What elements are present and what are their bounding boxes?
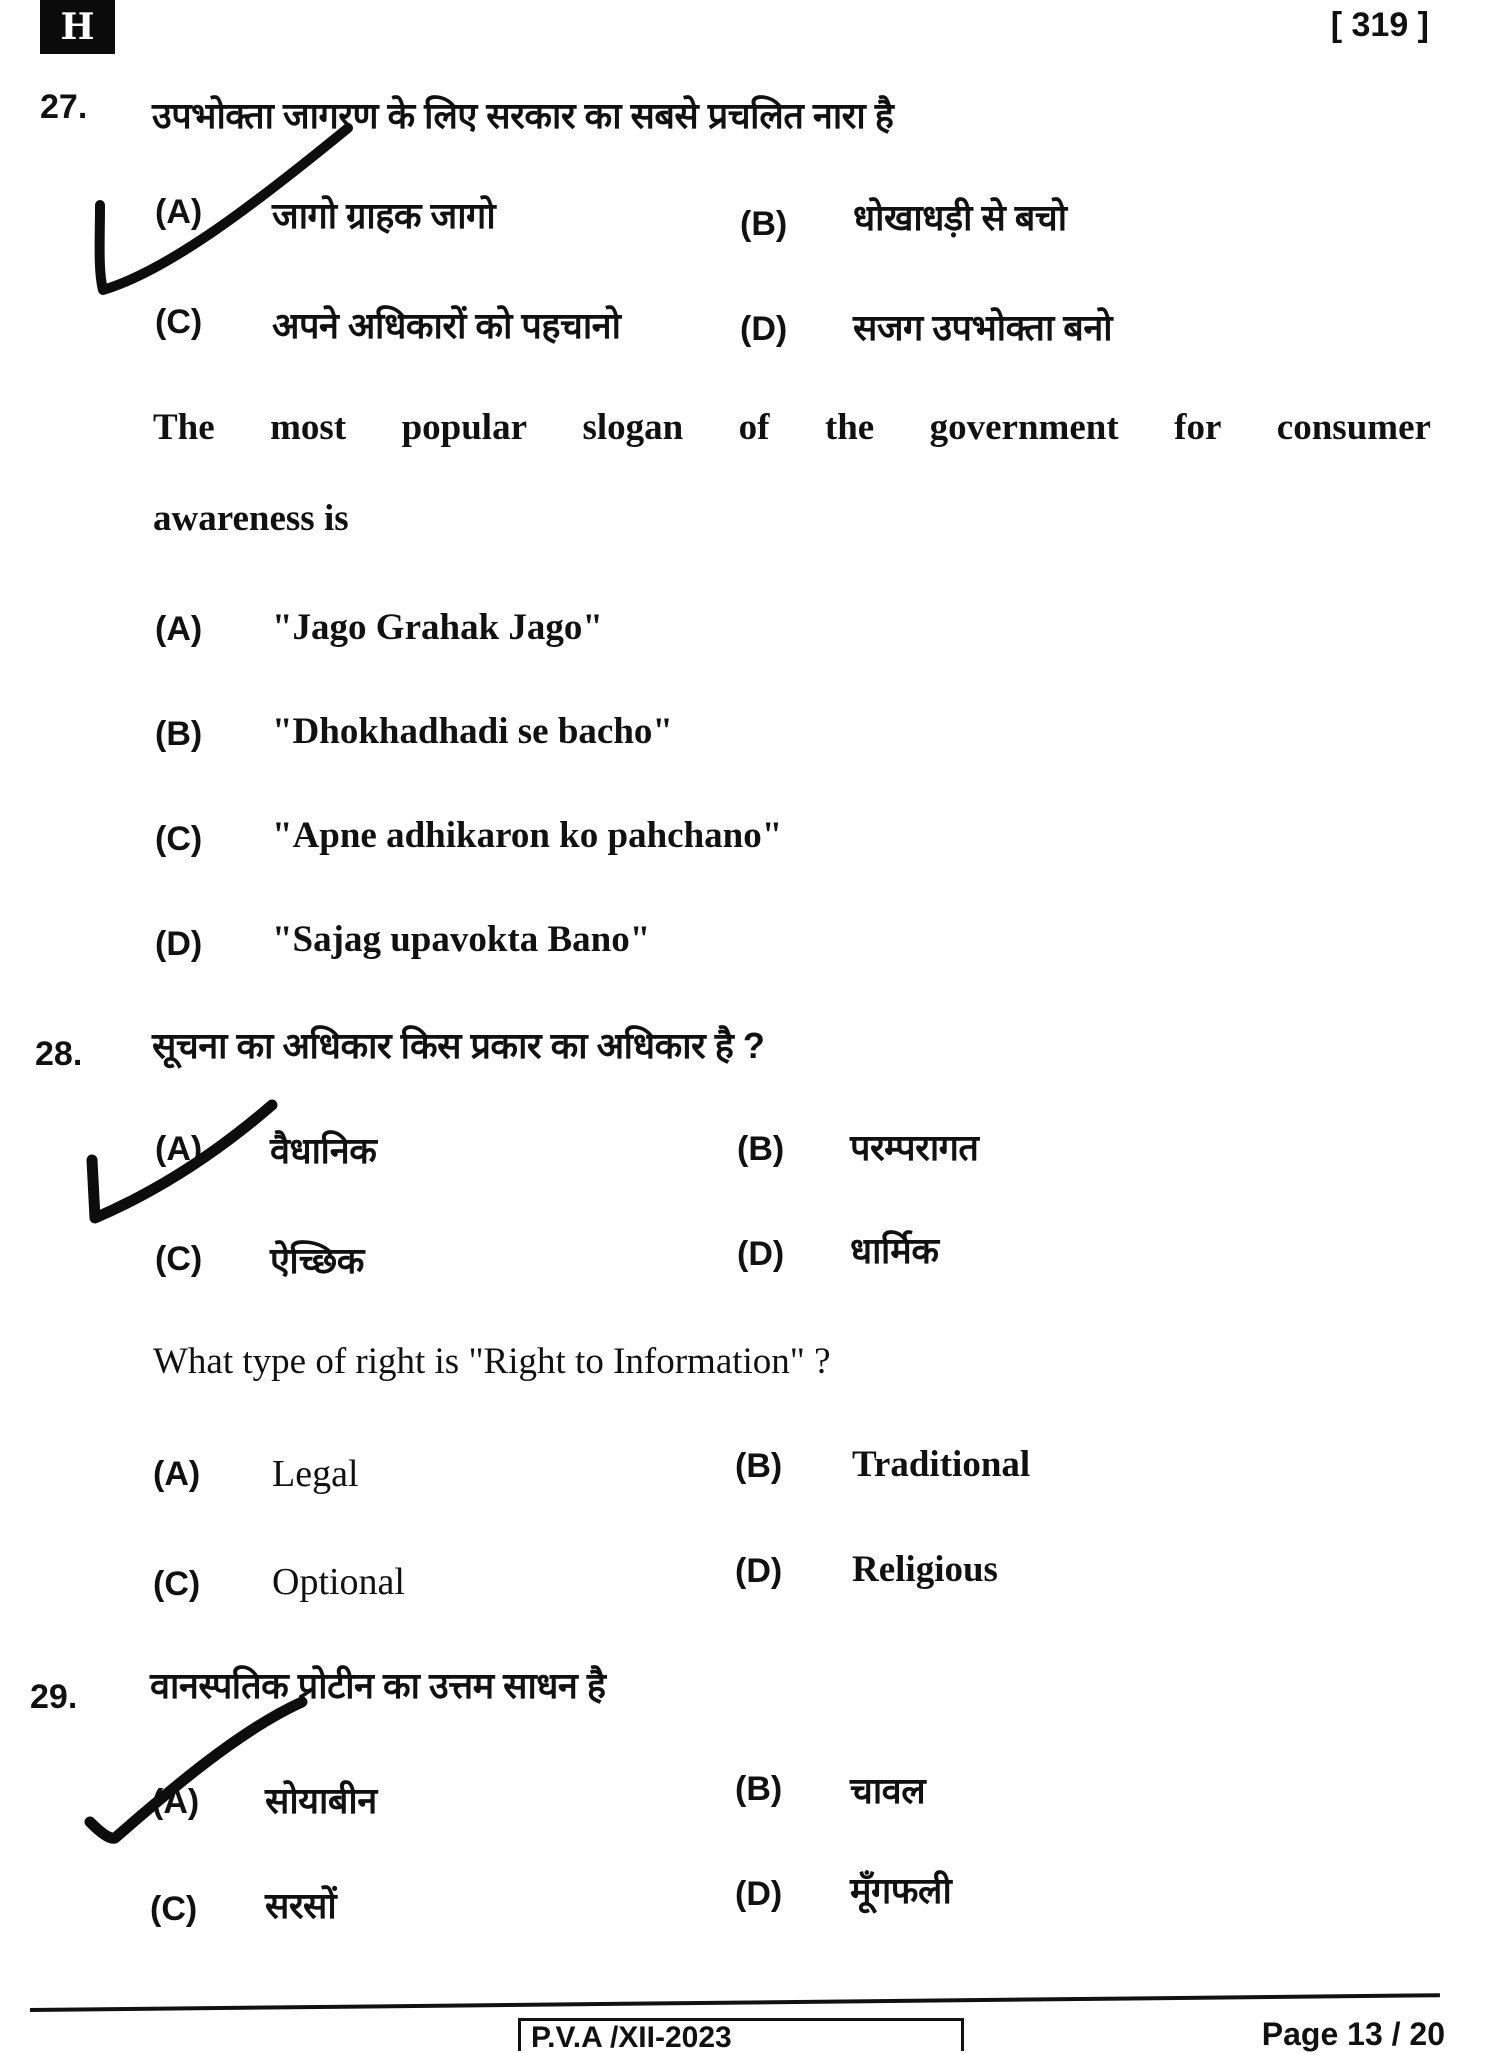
- option-text-hindi[interactable]: सजग उपभोक्ता बनो: [853, 307, 1113, 348]
- question-stem-hindi: उपभोक्ता जागरण के लिए सरकार का सबसे प्रचलित नारा है: [152, 95, 894, 136]
- word: government: [929, 407, 1119, 448]
- option-text-english[interactable]: "Dhokhadhadi se bacho": [272, 711, 673, 752]
- question-stem-hindi: वानस्पतिक प्रोटीन का उत्तम साधन है: [150, 1665, 606, 1706]
- option-label: (A): [155, 193, 203, 231]
- question-number: 28.: [35, 1035, 83, 1073]
- option-text-english[interactable]: Religious: [852, 1549, 998, 1590]
- option-label: (A): [155, 610, 203, 648]
- set-code: H: [60, 6, 95, 48]
- option-label: (A): [155, 1130, 203, 1168]
- option-label: (B): [735, 1770, 783, 1808]
- option-text-english[interactable]: Legal: [272, 1453, 359, 1495]
- footer-page-number: Page 13 / 20: [1261, 2016, 1445, 2052]
- option-text-english[interactable]: "Apne adhikaron ko pahchano": [272, 815, 783, 856]
- option-text-english[interactable]: Optional: [272, 1561, 405, 1603]
- option-label: (D): [737, 1235, 785, 1273]
- option-label: (D): [735, 1552, 783, 1590]
- word: most: [270, 407, 347, 448]
- option-text-hindi[interactable]: चावल: [850, 1770, 926, 1811]
- page-marker: [ 319 ]: [1330, 6, 1429, 44]
- option-label: (A): [152, 1783, 200, 1821]
- word: consumer: [1276, 407, 1431, 448]
- word: slogan: [582, 407, 684, 448]
- question-number: 27.: [40, 88, 88, 126]
- question-stem-english: What type of right is "Right to Information" ?: [153, 1341, 831, 1382]
- option-label: (D): [740, 310, 788, 348]
- option-label: (B): [737, 1130, 785, 1168]
- option-text-english[interactable]: "Sajag upavokta Bano": [272, 919, 651, 960]
- option-text-hindi[interactable]: सरसों: [265, 1885, 337, 1926]
- word: popular: [401, 407, 528, 448]
- question-number: 29.: [30, 1678, 78, 1716]
- option-label: (C): [150, 1890, 198, 1928]
- option-label: (C): [155, 1240, 203, 1278]
- option-label: (D): [735, 1875, 783, 1913]
- option-text-hindi[interactable]: वैधानिक: [270, 1130, 377, 1171]
- option-text-english[interactable]: Traditional: [852, 1444, 1031, 1485]
- option-label: (B): [735, 1447, 783, 1485]
- word: the: [824, 407, 875, 448]
- paper-code-box: P.V.A /XII-2023: [518, 2018, 964, 2051]
- option-label: (A): [153, 1455, 201, 1493]
- footer-rule: [30, 1993, 1440, 2012]
- option-text-hindi[interactable]: परम्परागत: [850, 1127, 979, 1168]
- option-text-hindi[interactable]: सोयाबीन: [265, 1780, 377, 1821]
- option-label: (C): [155, 303, 203, 341]
- set-code-badge: [40, 0, 115, 54]
- option-text-english[interactable]: "Jago Grahak Jago": [272, 607, 603, 648]
- word: of: [738, 407, 770, 448]
- option-text-hindi[interactable]: धोखाधड़ी से बचो: [853, 197, 1067, 238]
- question-stem-english-line2: awareness is: [153, 498, 349, 539]
- option-text-hindi[interactable]: मूँगफली: [850, 1870, 952, 1911]
- option-label: (B): [740, 205, 788, 243]
- option-text-hindi[interactable]: धार्मिक: [850, 1230, 939, 1271]
- option-text-hindi[interactable]: अपने अधिकारों को पहचानो: [272, 305, 621, 346]
- question-stem-hindi: सूचना का अधिकार किस प्रकार का अधिकार है ?: [152, 1025, 765, 1066]
- question-stem-english-line1: [153, 406, 1431, 449]
- word: The: [153, 407, 215, 448]
- option-text-hindi[interactable]: जागो ग्राहक जागो: [272, 195, 496, 236]
- option-label: (C): [153, 1565, 201, 1603]
- option-label: (C): [155, 820, 203, 858]
- word: for: [1174, 407, 1222, 448]
- option-label: (D): [155, 925, 203, 963]
- option-label: (B): [155, 715, 203, 753]
- option-text-hindi[interactable]: ऐच्छिक: [270, 1240, 364, 1281]
